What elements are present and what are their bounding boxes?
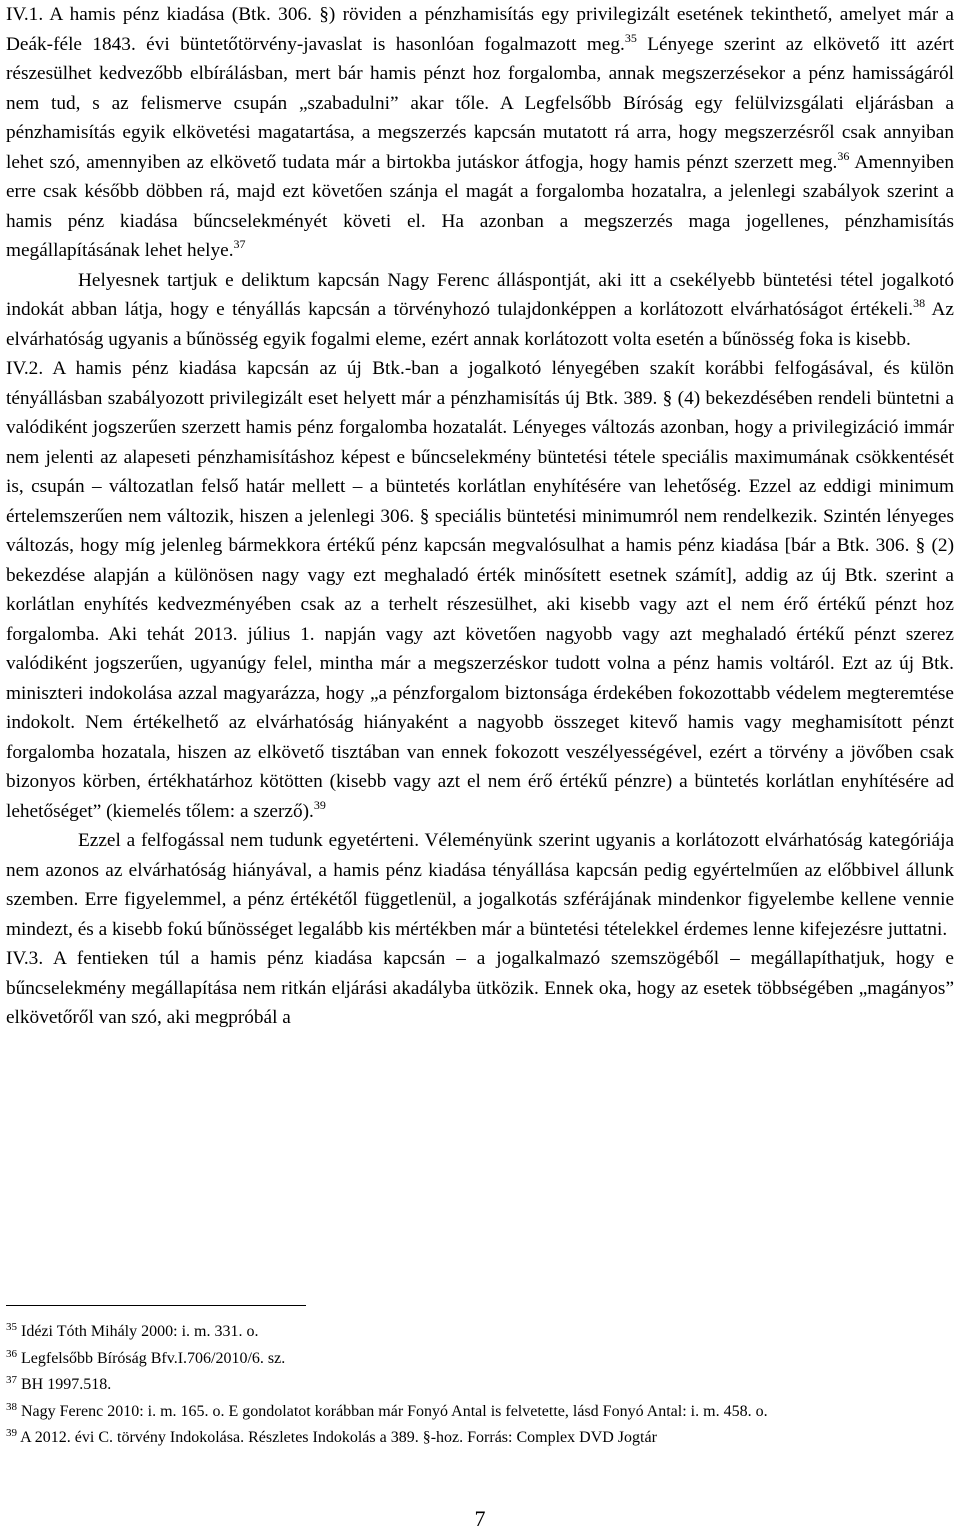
paragraph-iv-2 — [6, 354, 954, 826]
footnote-ref-37[interactable]: 37 — [233, 237, 246, 251]
text-run: IV.3. A fentieken túl a hamis pénz kiadása kapcsán – a jogalkalmazó szemszögéből – megállapíthatjuk, hogy e bűncselekmény megállapítása nem ritkán eljárási akadályba ütközik. Ennek oka, hogy az esetek többségében „magányos” elkövetőről van szó, aki megpróbál a — [6, 948, 954, 1028]
footnote-ref-39[interactable]: 39 — [313, 797, 326, 812]
paragraph-nagy-ferenc — [6, 266, 954, 355]
footnotes — [6, 1320, 954, 1453]
footnote-number: 37 — [6, 1374, 17, 1386]
paragraph-iv-1 — [6, 0, 954, 266]
footnote-ref-36[interactable]: 36 — [837, 148, 850, 163]
footnote-text: Legfelsőbb Bíróság Bfv.I.706/2010/6. sz. — [21, 1349, 286, 1367]
footnote-number: 38 — [6, 1400, 17, 1413]
footnote-separator — [6, 1305, 306, 1306]
text-run: IV.1. A hamis pénz kiadása (Btk. 306. §) röviden a pénzhamisítás egy privilegizált esetének tekinthető, amelyet már a Deák-féle 1843. évi büntetőtörvény-javaslat is hasonlóan fogalmazott meg. — [6, 4, 954, 55]
footnote-ref-35[interactable]: 35 — [624, 30, 637, 45]
text-run: Helyesnek tartjuk e deliktum kapcsán Nagy Ferenc álláspontját, aki itt a csekélyebb büntetési tétel jogalkotó indokát abban látja, hogy e tényállás kapcsán a törvényhozó tulajdonképpen a korlátozott elvárhatóságot értékeli. — [6, 269, 954, 320]
document-body — [6, 0, 954, 1033]
footnote-ref-38[interactable]: 38 — [913, 296, 926, 310]
footnote-39 — [6, 1426, 954, 1450]
paragraph-disagreement — [6, 826, 954, 944]
page-number: 7 — [474, 1506, 486, 1531]
footnote-text: A 2012. évi C. törvény Indokolása. Részletes Indokolás a 389. §-hoz. Forrás: Complex DVD Jogtár — [20, 1429, 657, 1446]
footnote-38 — [6, 1400, 954, 1424]
footnote-number: 35 — [6, 1321, 17, 1333]
text-run: Amennyiben erre csak később döbben rá, majd ezt követően szánja el magát a forgalomba hozatalra, a jelenlegi szabályok szerint a hamis pénz kiadása bűncselekményét követi el. Ha azonban a megszerzés maga jogellenes, pénzhamisítás megállapításának lehet helye. — [6, 151, 954, 261]
text-run: Lényege szerint az elkövető itt azért részesülhet kedvezőbb elbírálásban, mert bár hamis pénzt hoz forgalomba, annak megszerzésekor a pénz hamisságáról nem tud, s az felismerve csupán „szabadulni” akar tőle. A Legfelsőbb Bíróság egy felülvizsgálati eljárásban a pénzhamisítás egyik elkövetési magatartása, a megszerzés kapcsán mutatott rá arra, hogy megszerzésről csak annyiban lehet szó, amennyiben az elkövető tudata már a birtokba jutáskor átfogja, hogy hamis pénzt szerzett meg. — [6, 33, 954, 173]
text-run: Ezzel a felfogással nem tudunk egyetérteni. Véleményünk szerint ugyanis a korlátozott elvárhatóság kategóriája nem azonos az elvárhatóság hiányával, a hamis pénz kiadása tényállása kapcsán pedig egyértelműen az előbbivel állunk szemben. Erre figyelemmel, a pénz értékétől függetlenül, a jogalkotás szférájának mindenkor figyelembe kellene vennie mindezt, és a kisebb fokú bűnösséget legalább kis mértékben már a büntetési tételekkel érdemes lenne kifejezésre juttatni. — [6, 830, 954, 940]
footnote-36 — [6, 1347, 954, 1371]
text-run: Az elvárhatóság ugyanis a bűnösség egyik fogalmi eleme, ezért annak korlátozott volta esetén a bűnösség foka is kisebb. — [6, 299, 954, 350]
footnote-35 — [6, 1320, 954, 1344]
footnote-number: 39 — [6, 1427, 17, 1439]
text-run: IV.2. A hamis pénz kiadása kapcsán az új Btk.-ban a jogalkotó lényegében szakít korábbi felfogásával, és külön tényállásban szabályozott privilegizált eset helyett már a pénzhamisítás új Btk. 389. § (4) bekezdésében rendeli büntetni a valódiként jogszerűen szerzett hamis pénz forgalomba hozatalát. Lényeges változás azonban, hogy a privilegizáció immár nem jelenti az alapeseti pénzhamisításhoz képest e bűncselekmény büntetési tétele speciális maximumának csökkentését is, csupán – változatlan felső határ mellett – a büntetés korlátlan enyhítésére van lehetőség. Ezzel az eddigi minimum értelemszerűen nem változik, hiszen a jelenlegi 306. § speciális büntetési minimumról nem rendelkezik. Szintén lényeges változás, hogy míg jelenleg bármekkora értékű pénz kapcsán megvalósulhat a hamis pénz kiadása [bár a Btk. 306. § (2) bekezdése alapján a különösen nagy vagy ezt meghaladó érték minősített esetnek számít], addig az új Btk. szerint a korlátlan enyhítés kedvezményében csak az a terhelt részesülhet, aki kisebb vagy azt el nem érő értékű pénzt hoz forgalomba. Aki tehát 2013. július 1. napján vagy azt követően nagyobb vagy azt meghaladó értékű pénzt szerez valódiként jogszerűen, ugyanúgy felel, mintha már a megszerzéskor tudott volna a pénz hamis voltáról. Ezt az új Btk. miniszteri indokolása azzal magyarázza, hogy „a pénzforgalom biztonsága érdekében fokozottabb védelem megteremtése indokolt. Nem értékelhető az elvárhatóság hiányaként a nagyobb összeget kitevő hamis vagy meghamisított pénzt forgalomba hozatala, hiszen az elkövető tisztában van ennek fokozott veszélyességével, ezért a törvény a jövőben csak bizonyos körben, értékhatárhoz kötötten (kisebb vagy azt el nem érő értékű pénzre) a büntetés korlátlan enyhítésére ad lehetőséget” (kiemelés tőlem: a szerző). — [6, 358, 954, 822]
footnote-text: Nagy Ferenc 2010: i. m. 165. o. E gondolatot korábban már Fonyó Antal is felvetette, lásd Fonyó Antal: i. m. 458. o. — [21, 1402, 768, 1420]
footnote-37 — [6, 1373, 954, 1397]
footnote-text: BH 1997.518. — [21, 1376, 112, 1393]
footnote-number: 36 — [6, 1347, 17, 1360]
paragraph-iv-3 — [6, 944, 954, 1033]
footnote-text: Idézi Tóth Mihály 2000: i. m. 331. o. — [21, 1323, 259, 1340]
